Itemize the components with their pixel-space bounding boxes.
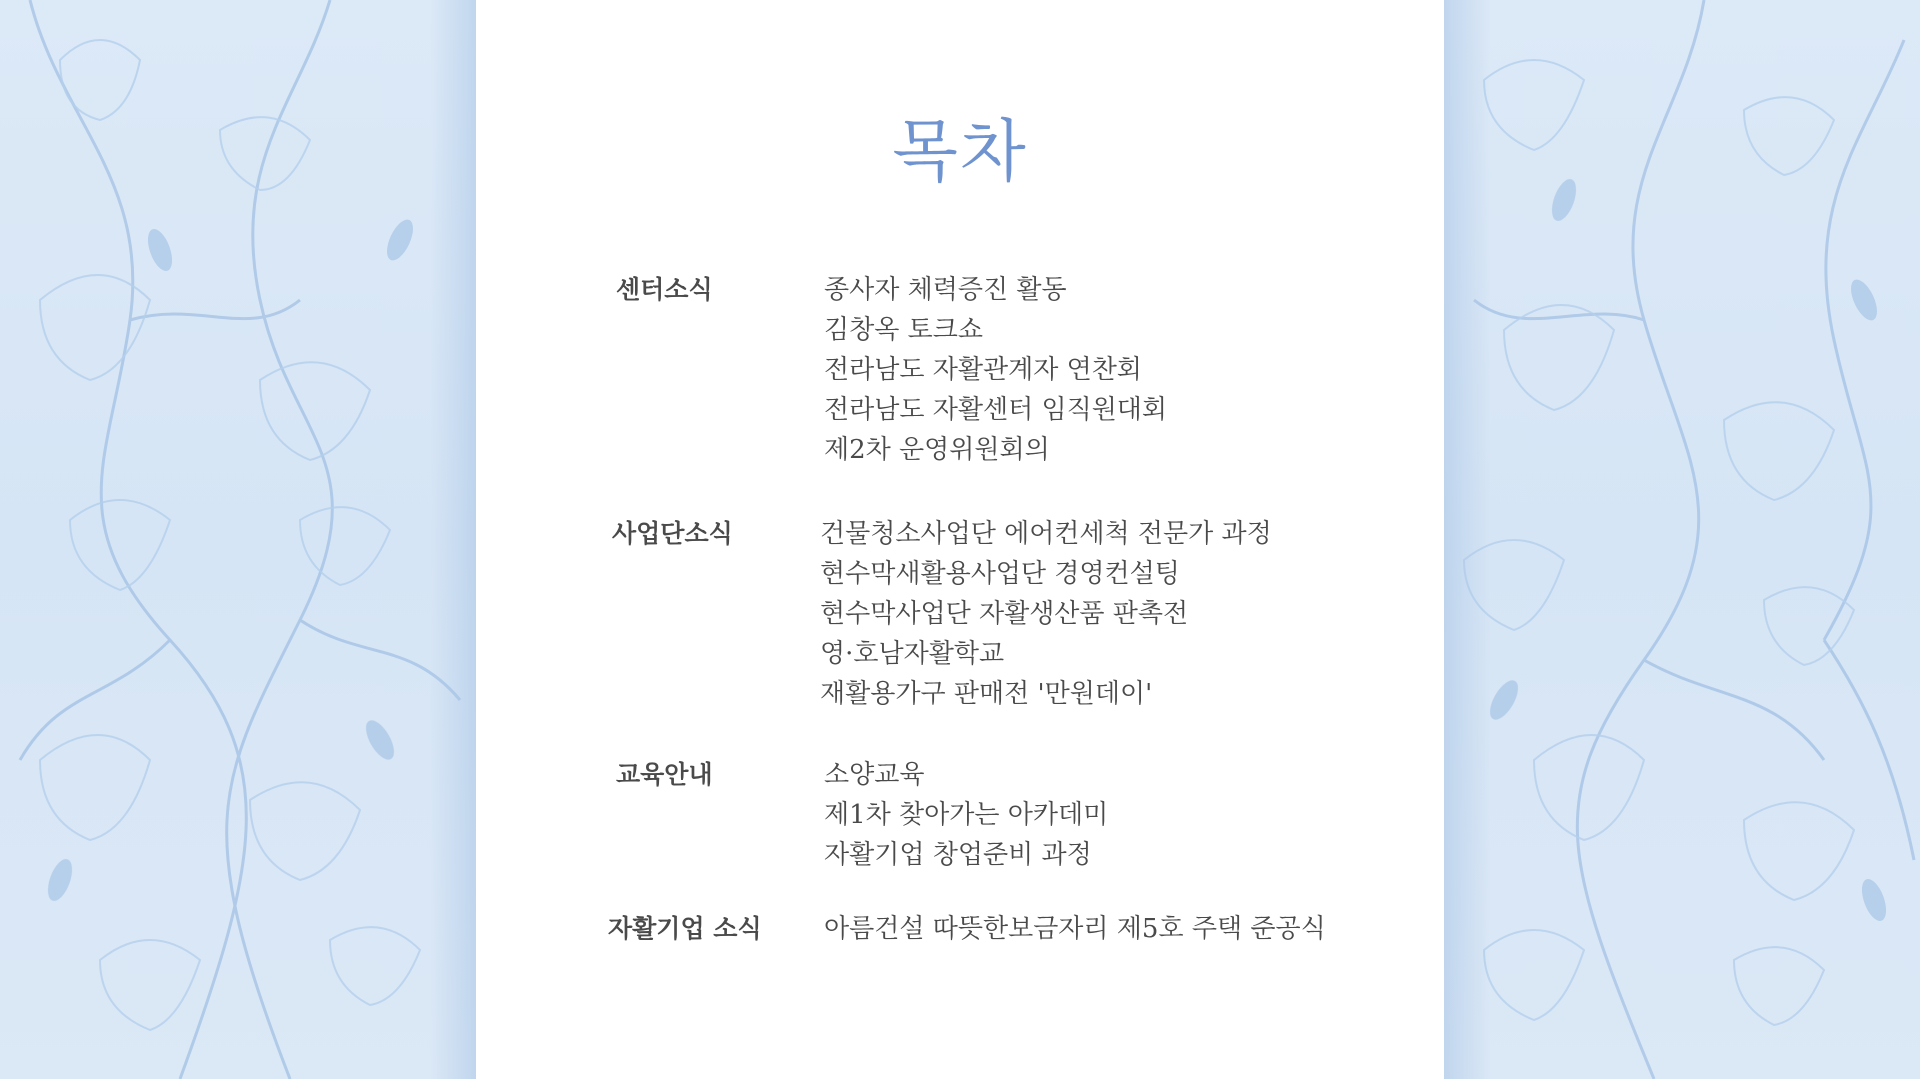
list-item: 자활기업 창업준비 과정	[824, 840, 1092, 870]
list-item: 소양교육	[824, 760, 925, 790]
list-item: 현수막새활용사업단 경영컨설팅	[820, 559, 1180, 589]
section-label: 자활기업 소식	[608, 914, 762, 943]
list-item: 전라남도 자활관계자 연찬회	[824, 355, 1142, 385]
list-item: 현수막사업단 자활생산품 판촉전	[820, 599, 1189, 629]
floral-pattern-right	[1444, 0, 1920, 1079]
floral-pattern-left	[0, 0, 476, 1079]
panel-shadow-right	[1444, 0, 1490, 1079]
section-item-list	[824, 270, 1167, 470]
list-item: 건물청소사업단 에어컨세척 전문가 과정	[820, 519, 1272, 549]
list-item: 영·호남자활학교	[820, 639, 1005, 669]
section-item-list	[820, 514, 1272, 714]
list-item: 전라남도 자활센터 임직원대회	[824, 395, 1168, 425]
list-item: 제1차 찾아가는 아카데미	[824, 800, 1109, 830]
section-label: 사업단소식	[612, 519, 733, 548]
panel-shadow-left	[430, 0, 476, 1079]
section-item-list	[824, 909, 1326, 949]
content-panel	[476, 0, 1444, 1079]
section-label: 교육안내	[616, 760, 713, 789]
list-item: 제2차 운영위원회의	[824, 435, 1050, 465]
section-item-list	[824, 755, 1108, 875]
list-item: 김창옥 토크쇼	[824, 315, 983, 345]
section-label: 센터소식	[616, 275, 713, 304]
page-title: 목차	[892, 113, 1028, 192]
list-item: 재활용가구 판매전 '만원데이'	[820, 679, 1153, 709]
list-item: 아름건설 따뜻한보금자리 제5호 주택 준공식	[824, 914, 1326, 944]
list-item: 종사자 체력증진 활동	[824, 275, 1067, 305]
